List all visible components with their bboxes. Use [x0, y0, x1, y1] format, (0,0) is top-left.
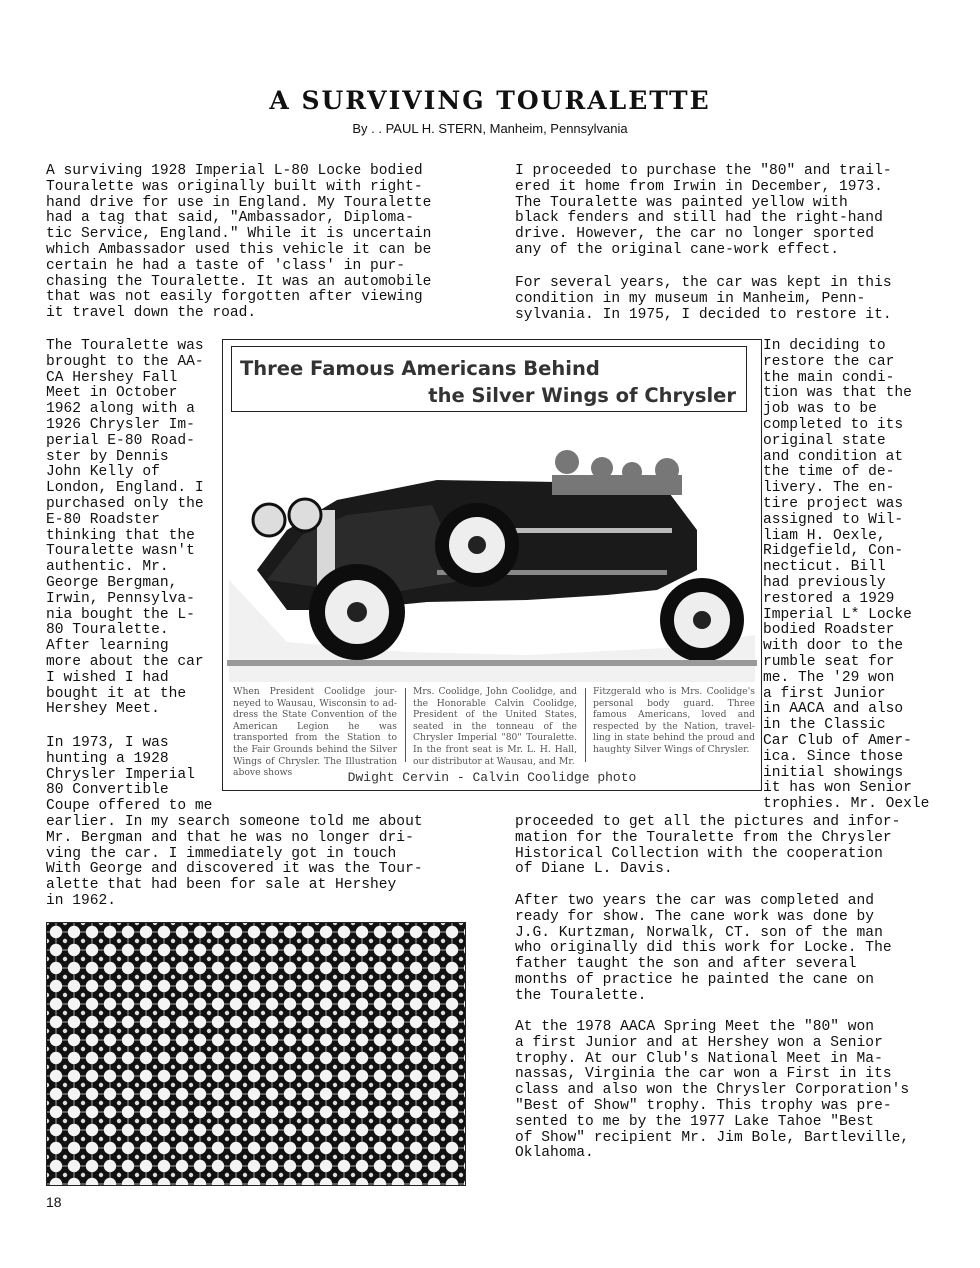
narrow-column-left-1: The Touralette was brought to the AA- CA Hershey Fall Meet in October 1962 along with a 1926 Chrysler Im- perial E-80 Road- ster by Dennis John Kelly of London, England. I purchased only the E-80 Roadster thinking that the Touralette wasn't authentic. Mr. George Bergman, Irwin, Pennsylva- nia bought the L- 80 Touralette. After learning more about the car I wished I had bought it at the Hershey Meet. — [46, 338, 204, 718]
caption-divider — [585, 688, 586, 762]
narrow-column-right: In deciding to restore the car the main condi- tion was that the job was to be completed to its original state and condition at the time of de- livery. The en- tire project was assigned to Wil- liam H. Oexle, Ridgefield, Con- necticut. Bill had previously restored a 1929 Imperial L* Locke bodied Roadster with door to the rumble seat for me. The '29 won a first Junior in AACA and also in the Classic Car Club of Amer- ica. Since those initial showings it has won Senior trophies. Mr. Oexle — [763, 338, 930, 813]
caption-column-2: Mrs. Coolidge, John Coolidge, and the Honorable Calvin Coolidge, President of the United States, seated in the tonneau of the Chrysler Imperial "80" Touralette. In the front seat is Mr. L. H. Hall, our distributor at Wausau, and Mr. — [413, 686, 577, 767]
paragraph-awards: At the 1978 AACA Spring Meet the "80" won a first Junior and at Hershey won a Senior trophy. At our Club's National Meet in Ma- nassas, Virginia the car won a First in its class and also won the Chrysler Corporation's "Best of Show" trophy. This trophy was pre- sented to me by the 1977 Lake Tahoe "Best of Show" recipient Mr. Jim Bole, Bartleville, Oklahoma. — [515, 1019, 910, 1162]
figure-headline — [231, 346, 747, 412]
page-number: 18 — [46, 1194, 62, 1210]
paragraph-oexle: proceeded to get all the pictures and infor- mation for the Touralette from the Chrysler Historical Collection with the cooperation of Diane L. Davis. — [515, 814, 901, 878]
paragraph-purchase: I proceeded to purchase the "80" and trail- ered it home from Irwin in December, 1973. The Touralette was painted yellow with black fenders and still had the right-hand drive. However, the car no longer sported any of the original cane-work effect. — [515, 163, 892, 258]
paragraph-intro: A surviving 1928 Imperial L-80 Locke bodied Touralette was originally built with right- hand drive for use in England. My Touralette had a tag that said, "Ambassador, Diploma- tic Service, England." While it is uncertain which Ambassador used this vehicle it can be certain he had a taste of 'class' in pur- chasing the Touralette. It was an automobile that was not easily forgotten after viewing it travel down the road. — [46, 163, 432, 322]
paragraph-cane-work: After two years the car was completed and ready for show. The cane work was done by J.G. Kurtzman, Norwalk, CT. son of the man who originally did this work for Locke. The father taught the son and after several months of practice he painted the cane on the Touralette. — [515, 893, 892, 1004]
article-title: A SURVIVING TOURALETTE — [269, 86, 711, 115]
paragraph-museum: For several years, the car was kept in this condition in my museum in Manheim, Penn- sylvania. In 1975, I decided to restore it. — [515, 275, 892, 323]
narrow-column-left-2: In 1973, I was hunting a 1928 Chrysler Imperial 80 Convertible Coupe offered to me — [46, 735, 213, 815]
article-byline: By . . PAUL H. STERN, Manheim, Pennsylvania — [352, 121, 628, 136]
cane-work-pattern-image — [46, 922, 466, 1186]
caption-divider — [405, 688, 406, 762]
photo-credit: Dwight Cervin - Calvin Coolidge photo — [347, 770, 637, 785]
paragraph-search: earlier. In my search someone told me about Mr. Bergman and that he was no longer dri- ving the car. I immediately got in touch With George and discovered it was the Tour- alette that had been for sale at Hershey in 1962. — [46, 814, 423, 909]
figure-headline-line-1: Three Famous Americans Behind — [240, 357, 600, 380]
touralette-car-photo — [227, 420, 757, 682]
figure-headline-line-2: the Silver Wings of Chrysler — [428, 384, 736, 407]
advertisement-figure — [222, 339, 762, 791]
caption-column-1: When President Coolidge jour-neyed to Wausau, Wisconsin to ad-dress the State Convention of the American Legion he was transported from the Station to the Fair Grounds behind the Silver Wings of Chrysler. The Illustration above shows — [233, 686, 397, 779]
caption-column-3: Fitzgerald who is Mrs. Coolidge's personal body guard. Three famous Americans, loved and respected by the Nation, travel-ling in state behind the proud and haughty Silver Wings of Chrysler. — [593, 686, 755, 755]
